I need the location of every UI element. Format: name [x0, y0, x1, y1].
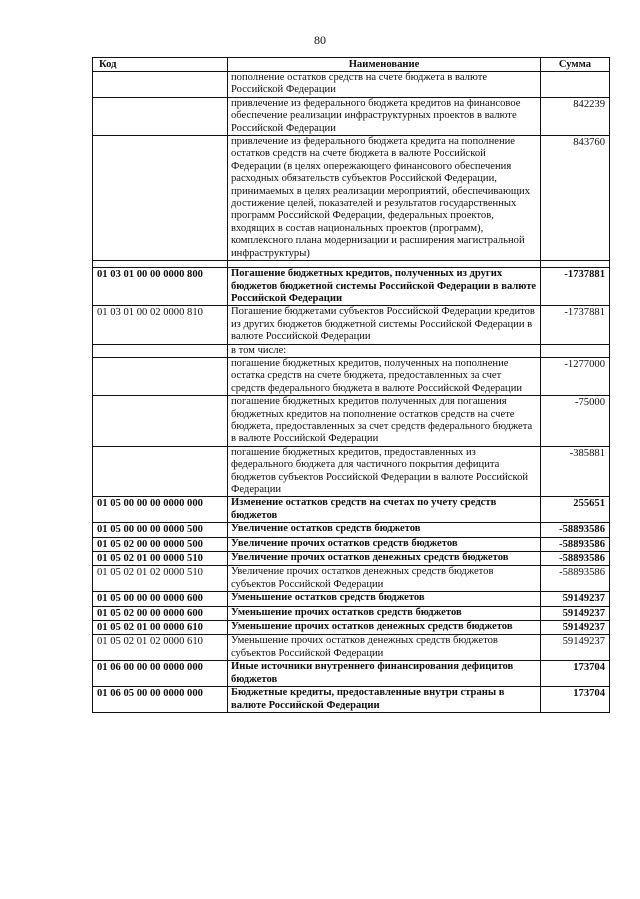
column-header-code: Код — [93, 58, 228, 72]
table-row — [93, 268, 610, 306]
row-amount: -58893586 — [541, 537, 610, 551]
row-amount: 843760 — [541, 136, 610, 261]
table-row — [93, 306, 610, 344]
row-amount: 173704 — [541, 661, 610, 687]
page-number: 80 — [314, 33, 326, 47]
row-name: Уменьшение прочих остатков денежных средств бюджетов — [228, 621, 541, 635]
row-amount: -1277000 — [541, 357, 610, 395]
table-row — [93, 446, 610, 497]
row-code — [93, 72, 228, 98]
row-name: Увеличение прочих остатков денежных средств бюджетов — [228, 552, 541, 566]
row-code — [93, 136, 228, 261]
row-amount: -58893586 — [541, 523, 610, 537]
row-amount: 59149237 — [541, 635, 610, 661]
row-code: 01 05 02 01 00 0000 610 — [93, 621, 228, 635]
row-name: Иные источники внутреннего финансирования дефицитов бюджетов — [228, 661, 541, 687]
row-amount: -58893586 — [541, 566, 610, 592]
row-code: 01 05 02 01 02 0000 610 — [93, 635, 228, 661]
row-code: 01 05 02 00 00 0000 500 — [93, 537, 228, 551]
row-amount: -385881 — [541, 446, 610, 497]
table-row — [93, 635, 610, 661]
table-row — [93, 621, 610, 635]
row-name: Увеличение остатков средств бюджетов — [228, 523, 541, 537]
column-header-amount: Сумма — [541, 58, 610, 72]
row-name: Увеличение прочих остатков денежных средств бюджетов субъектов Российской Федерации — [228, 566, 541, 592]
row-amount — [541, 344, 610, 357]
row-code — [93, 446, 228, 497]
table-row — [93, 261, 610, 268]
row-name: погашение бюджетных кредитов, полученных на пополнение остатка средств на счете бюджета, предоставленных за счет средств федерального бюджета в валюте Российской Федерации — [228, 357, 541, 395]
row-amount — [541, 261, 610, 268]
row-amount: 173704 — [541, 687, 610, 713]
row-name: пополнение остатков средств на счете бюджета в валюте Российской Федерации — [228, 72, 541, 98]
table-row — [93, 497, 610, 523]
row-amount: -1737881 — [541, 268, 610, 306]
row-name: Изменение остатков средств на счетах по учету средств бюджетов — [228, 497, 541, 523]
row-amount — [541, 72, 610, 98]
sources-table — [92, 57, 610, 713]
row-amount: -75000 — [541, 396, 610, 447]
row-name: погашение бюджетных кредитов, предоставленных из федерального бюджета для частичного покрытия дефицита бюджетов субъектов Российской Федерации в валюте Российской Федерации — [228, 446, 541, 497]
column-header-name: Наименование — [228, 58, 541, 72]
row-amount: 59149237 — [541, 621, 610, 635]
table-row — [93, 357, 610, 395]
table-row — [93, 592, 610, 606]
table-row — [93, 661, 610, 687]
table-row — [93, 136, 610, 261]
table-row — [93, 97, 610, 135]
row-code — [93, 261, 228, 268]
row-amount: -1737881 — [541, 306, 610, 344]
row-code: 01 05 02 01 02 0000 510 — [93, 566, 228, 592]
row-name: Увеличение прочих остатков средств бюджетов — [228, 537, 541, 551]
row-amount: 255651 — [541, 497, 610, 523]
row-name: погашение бюджетных кредитов полученных для погашения бюджетных кредитов на пополнение остатков средств на счете бюджета, предоставленных за счет средств федерального бюджета в валюте Российской Федерации — [228, 396, 541, 447]
row-code — [93, 344, 228, 357]
row-name: Погашение бюджетами субъектов Российской Федерации кредитов из других бюджетов бюджетной системы Российской Федерации в валюте Российской Федерации — [228, 306, 541, 344]
row-code: 01 06 05 00 00 0000 000 — [93, 687, 228, 713]
row-name: Погашение бюджетных кредитов, полученных из других бюджетов бюджетной системы Российской Федерации в валюте Российской Федерации — [228, 268, 541, 306]
row-name: Уменьшение остатков средств бюджетов — [228, 592, 541, 606]
row-code — [93, 396, 228, 447]
row-code: 01 03 01 00 02 0000 810 — [93, 306, 228, 344]
row-amount: -58893586 — [541, 552, 610, 566]
row-code: 01 03 01 00 00 0000 800 — [93, 268, 228, 306]
row-code — [93, 357, 228, 395]
row-name: привлечение из федерального бюджета кредитов на финансовое обеспечение реализации инфраструктурных проектов в валюте Российской Федерации — [228, 97, 541, 135]
row-name — [228, 261, 541, 268]
row-code — [93, 97, 228, 135]
row-name: Бюджетные кредиты, предоставленные внутри страны в валюте Российской Федерации — [228, 687, 541, 713]
table-row — [93, 552, 610, 566]
row-code: 01 06 00 00 00 0000 000 — [93, 661, 228, 687]
table-row — [93, 687, 610, 713]
row-amount: 59149237 — [541, 592, 610, 606]
table-row — [93, 566, 610, 592]
row-code: 01 05 00 00 00 0000 600 — [93, 592, 228, 606]
row-code: 01 05 00 00 00 0000 500 — [93, 523, 228, 537]
row-code: 01 05 00 00 00 0000 000 — [93, 497, 228, 523]
row-code: 01 05 02 00 00 0000 600 — [93, 606, 228, 620]
table-row — [93, 537, 610, 551]
row-code: 01 05 02 01 00 0000 510 — [93, 552, 228, 566]
table-row — [93, 72, 610, 98]
table-row — [93, 606, 610, 620]
table-row — [93, 344, 610, 357]
row-name: в том числе: — [228, 344, 541, 357]
table-header-row — [93, 58, 610, 72]
row-name: привлечение из федерального бюджета кредита на пополнение остатков средств на счете бюджета в валюте Российской Федерации (в целях опережающего финансового обеспечения расходных обязательств субъектов Российской Федерации, принимаемых в целях реализации мероприятий, обеспечивающих достижение целей, показателей и результатов государственных программ Российской Федерации, федеральных проектов, входящих в состав национальных проектов (программ), комплексного плана модернизации и расширения магистральной инфраструктуры) — [228, 136, 541, 261]
row-name: Уменьшение прочих остатков средств бюджетов — [228, 606, 541, 620]
row-amount: 842239 — [541, 97, 610, 135]
row-name: Уменьшение прочих остатков денежных средств бюджетов субъектов Российской Федерации — [228, 635, 541, 661]
row-amount: 59149237 — [541, 606, 610, 620]
table-body — [93, 72, 610, 713]
table-row — [93, 396, 610, 447]
table-row — [93, 523, 610, 537]
